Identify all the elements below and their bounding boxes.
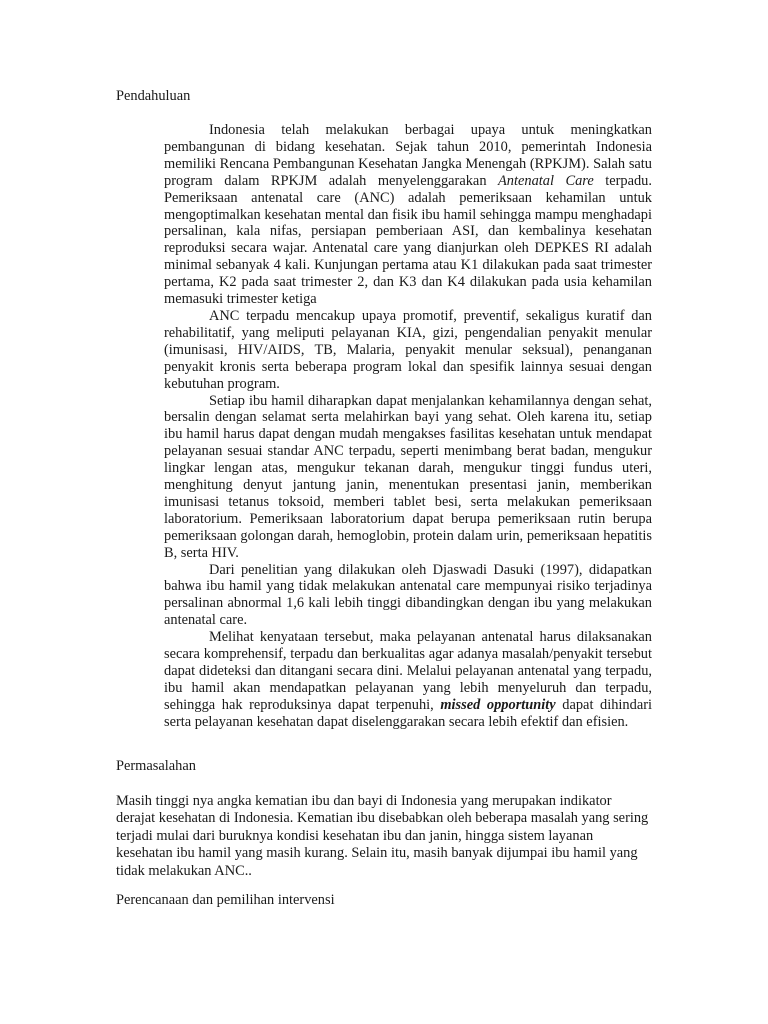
paragraph-text: dapat dihindari serta pelayanan kesehatan dapat diselenggarakan secara lebih efektif dan efisien. (164, 696, 652, 730)
section-heading-pendahuluan: Pendahuluan (116, 88, 191, 104)
paragraph (164, 629, 652, 730)
paragraph: Setiap ibu hamil diharapkan dapat menjalankan kehamilannya dengan sehat, bersalin dengan selamat serta melahirkan bayi yang sehat. Oleh karena itu, setiap ibu hamil harus dapat dengan mudah mengakses fasilitas kesehatan untuk mendapat pelayanan sesuai standar ANC terpadu, seperti menimbang berat badan, mengukur lingkar lengan atas, mengukur tekanan darah, mengukur tinggi fundus uteri, menghitung denyut jantung janin, menentukan presentasi janin, memberikan imunisasi tetanus toksoid, memberi tablet besi, serta melakukan pemeriksaan laboratorium. Pemeriksaan laboratorium dapat berupa pemeriksaan rutin berupa pemeriksaan golongan darah, hemoglobin, protein dalam urin, pemeriksaan hepatitis B, serta HIV. (164, 392, 652, 561)
pendahuluan-body (164, 122, 652, 731)
paragraph-text: Indonesia telah melakukan berbagai upaya untuk meningkatkan pembangunan di bidang kesehatan. Sejak tahun 2010, pemerintah Indonesia memiliki Rencana Pembangunan Kesehatan Jangka Menengah (RPKJM). Salah satu program dalam RPKJM adalah menyelenggarakan (164, 122, 652, 189)
emphasized-term: Antenatal Care (498, 172, 594, 189)
paragraph-text: Melihat kenyataan tersebut, maka pelayanan antenatal harus dilaksanakan secara komprehensif, terpadu dan berkualitas agar adanya masalah/penyakit tersebut dapat dideteksi dan ditangani secara dini. Melalui pelayanan antenatal yang terpadu, ibu hamil akan mendapatkan pelayanan yang lebih menyeluruh dan terpadu, sehingga hak reproduksinya dapat terpenuhi, (164, 629, 652, 713)
paragraph: Masih tinggi nya angka kematian ibu dan bayi di Indonesia yang merupakan indikator derajat kesehatan di Indonesia. Kematian ibu disebabkan oleh beberapa masalah yang sering terjadi mulai dari buruknya kondisi kesehatan ibu dan janin, hingga sistem layanan kesehatan ibu hamil yang masih kurang. Selain itu, masih banyak dijumpai ibu hamil yang tidak melakukan ANC.. (116, 793, 649, 879)
paragraph (164, 122, 652, 308)
section-heading-permasalahan: Permasalahan (116, 758, 196, 774)
paragraph: ANC terpadu mencakup upaya promotif, preventif, sekaligus kuratif dan rehabilitatif, yang meliputi pelayanan KIA, gizi, pengendalian penyakit menular (imunisasi, HIV/AIDS, TB, Malaria, penyakit menular seksual), penanganan penyakit kronis serta beberapa program lokal dan spesifik lainnya sesuai dengan kebutuhan program. (164, 307, 652, 392)
permasalahan-body (116, 793, 650, 880)
emphasized-term: missed opportunity (440, 696, 556, 713)
section-heading-perencanaan: Perencanaan dan pemilihan intervensi (116, 892, 335, 908)
paragraph: Dari penelitian yang dilakukan oleh Djaswadi Dasuki (1997), didapatkan bahwa ibu hamil yang tidak melakukan antenatal care mempunyai risiko terjadinya persalinan abnormal 1,6 kali lebih tinggi dibandingkan dengan ibu yang melakukan antenatal care. (164, 561, 652, 629)
paragraph-text: terpadu. Pemeriksaan antenatal care (ANC) adalah pemeriksaan kehamilan untuk mengoptimalkan kesehatan mental dan fisik ibu hamil sehingga mampu menghadapi persalinan, kala nifas, persiapan pemberiaan ASI, dan kembalinya kesehatan reproduksi secara wajar. Antenatal care yang dianjurkan oleh DEPKES RI adalah minimal sebanyak 4 kali. Kunjungan pertama atau K1 dilakukan pada saat trimester pertama, K2 pada saat trimester 2, dan K3 dan K4 dilakukan pada usia kehamilan memasuki trimester ketiga (164, 172, 652, 308)
